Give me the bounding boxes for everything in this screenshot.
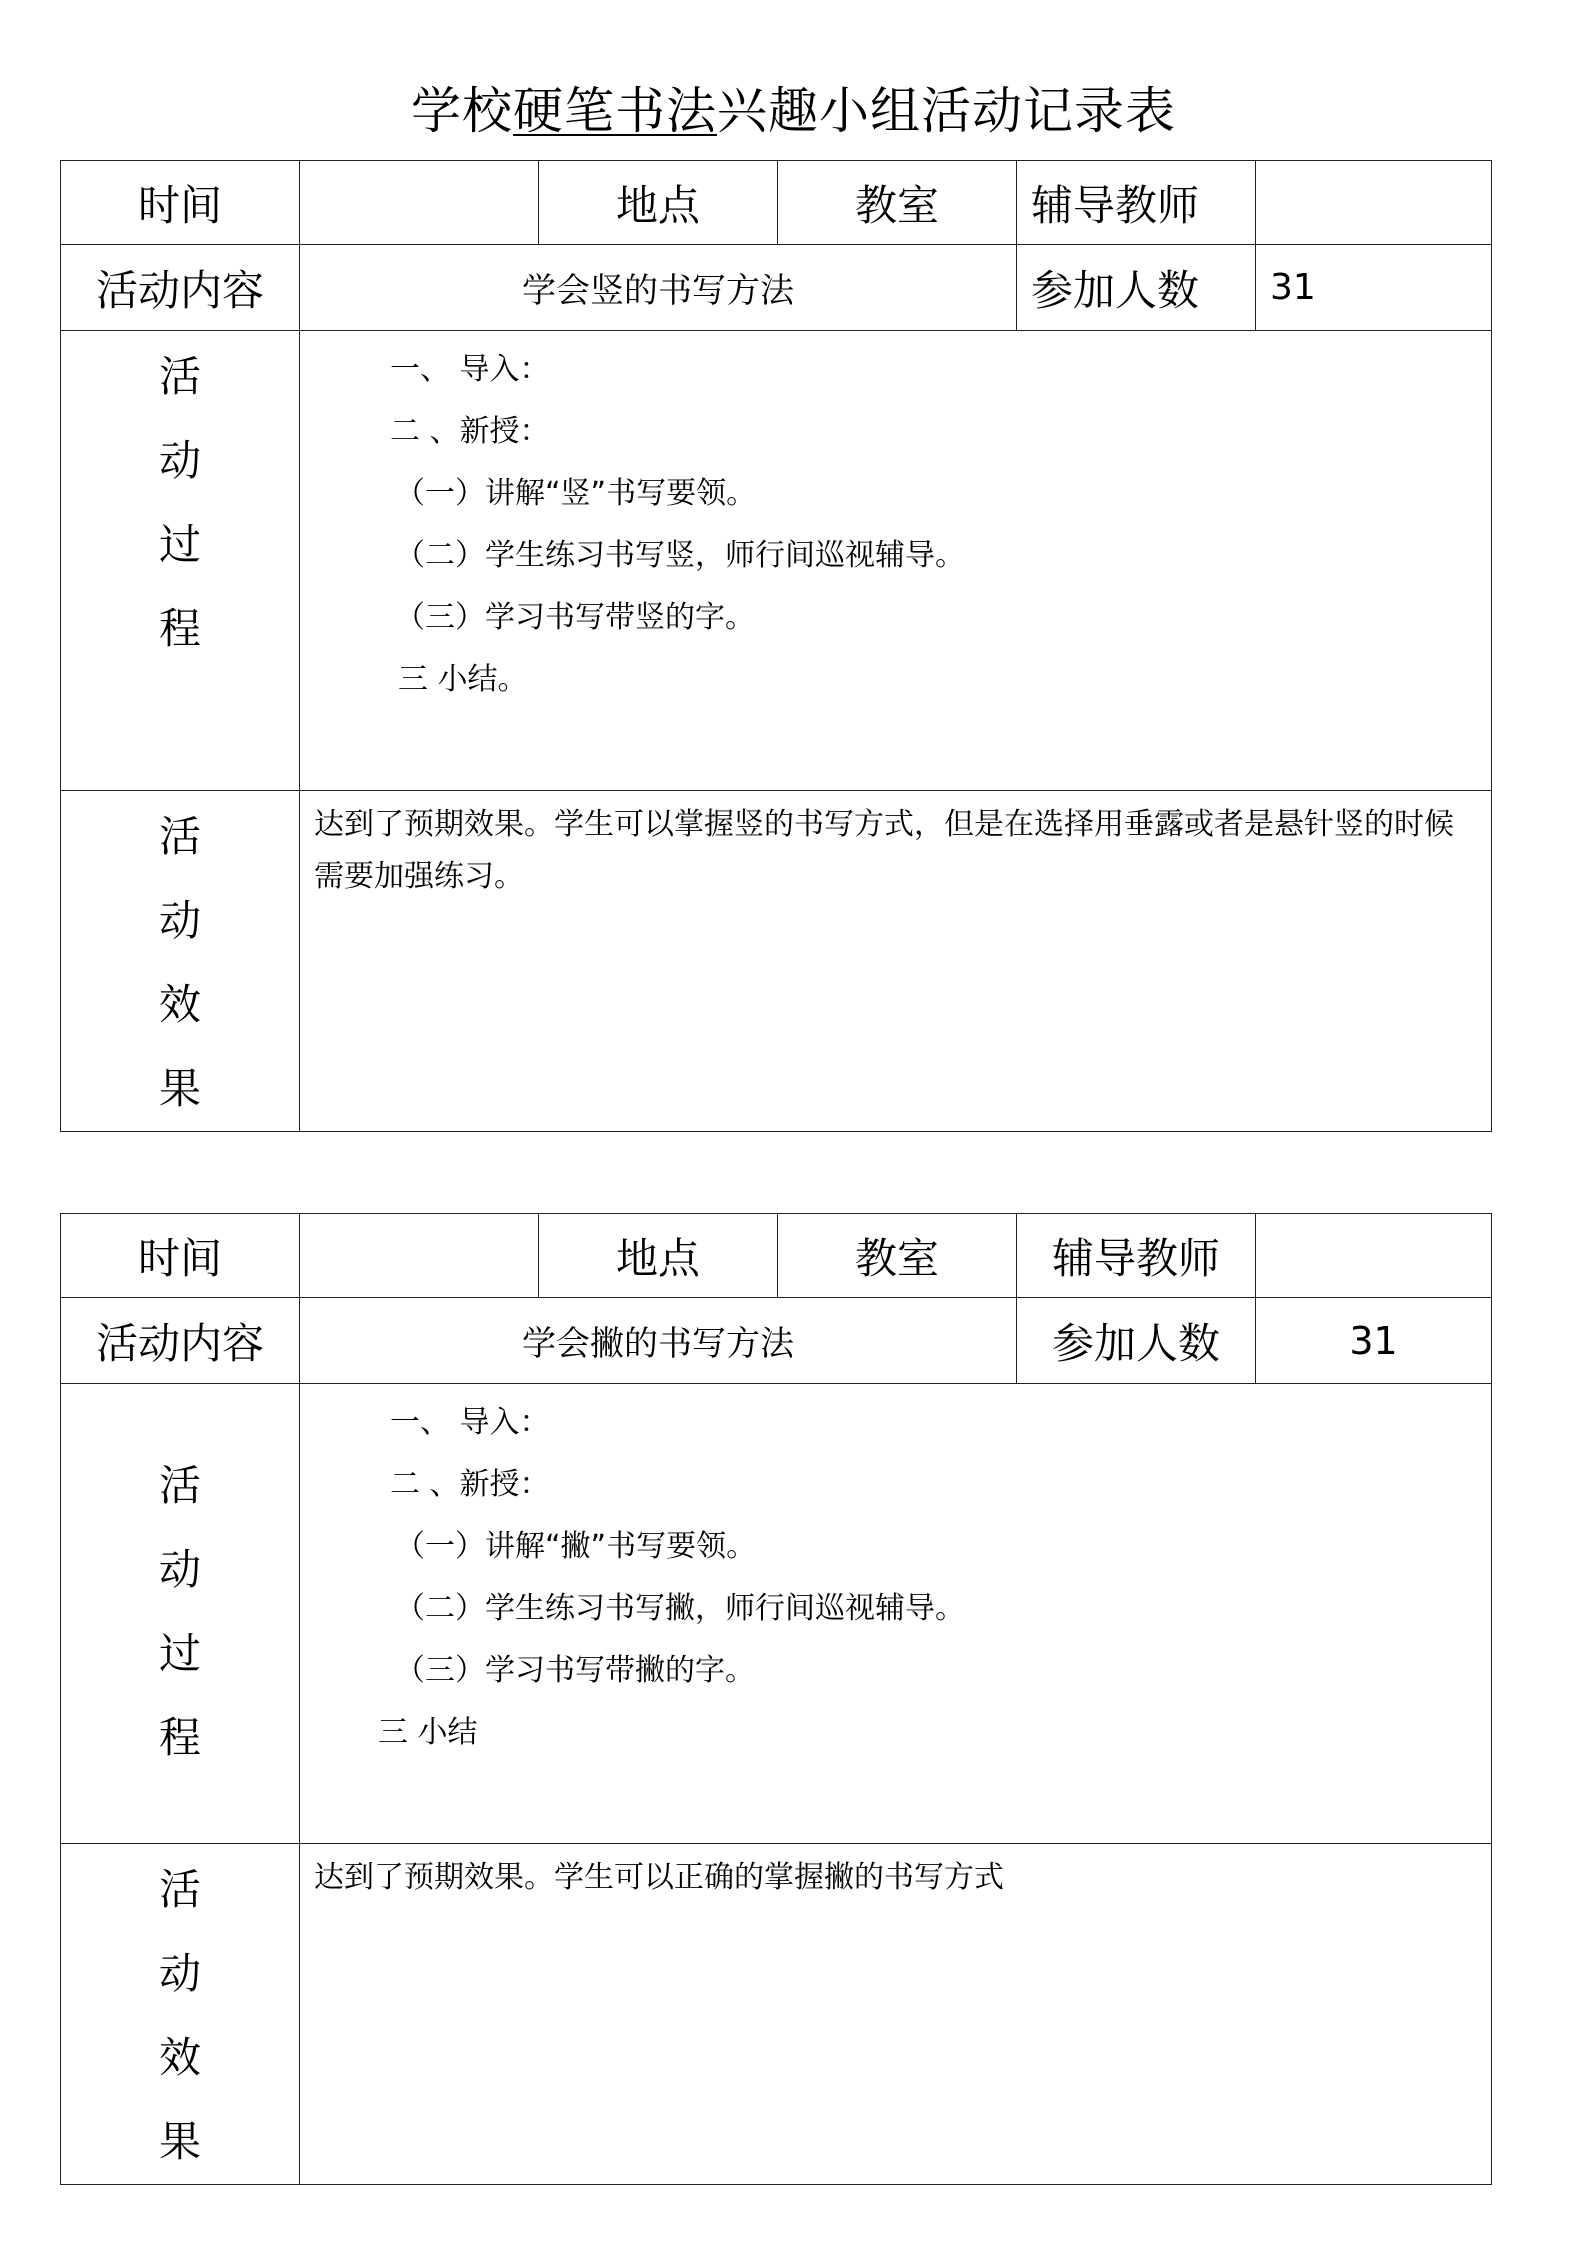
effect-label-char: 效: [158, 2033, 201, 2082]
time-value[interactable]: [300, 1214, 539, 1298]
time-value[interactable]: [300, 161, 539, 245]
process-step: 一、 导入：: [390, 1405, 550, 1440]
process-step: （二）学生练习书写撇，师行间巡视辅导。: [395, 1591, 965, 1626]
process-step: 一、 导入：: [390, 352, 550, 387]
effect-label-char: 效: [158, 980, 201, 1029]
content-label: 活动内容: [61, 245, 300, 331]
content-label: 活动内容: [61, 1298, 300, 1384]
process-label-char: 动: [158, 436, 201, 485]
effect-label-char: 果: [158, 1064, 201, 1113]
participants-value[interactable]: 31: [1256, 245, 1492, 331]
effect-label-char: 动: [158, 1949, 201, 1998]
effect-label: [61, 791, 300, 1132]
process-label: [61, 1384, 300, 1844]
effect-label-char: 果: [158, 2117, 201, 2166]
process-step: 三 小结: [378, 1715, 478, 1750]
process-row: [61, 1384, 1492, 1844]
effect-text[interactable]: 达到了预期效果。学生可以正确的掌握撇的书写方式: [300, 1844, 1492, 2185]
advisor-label: 辅导教师: [1017, 1214, 1256, 1298]
process-step: （三）学习书写带竖的字。: [395, 600, 755, 635]
process-step: 二 、新授：: [390, 1467, 550, 1502]
process-step: 二 、新授：: [390, 414, 550, 449]
effect-text[interactable]: 达到了预期效果。学生可以掌握竖的书写方式，但是在选择用垂露或者是悬针竖的时候需要加强练习。: [300, 791, 1492, 1132]
effect-label: [61, 1844, 300, 2185]
time-label: 时间: [61, 1214, 300, 1298]
record-table-1: [60, 160, 1492, 1132]
process-step: 三 小结。: [398, 662, 528, 697]
header-row: [61, 1214, 1492, 1298]
participants-label: 参加人数: [1017, 245, 1256, 331]
process-step: （三）学习书写带撇的字。: [395, 1653, 755, 1688]
advisor-label: 辅导教师: [1017, 161, 1256, 245]
effect-label-char: 动: [158, 896, 201, 945]
record-table-2: [60, 1213, 1492, 2185]
participants-label: 参加人数: [1017, 1298, 1256, 1384]
effect-label-char: 活: [158, 1865, 201, 1914]
title-prefix: 学校: [411, 82, 513, 140]
content-row: [61, 1298, 1492, 1384]
time-label: 时间: [61, 161, 300, 245]
advisor-value[interactable]: [1256, 1214, 1492, 1298]
process-label-char: 程: [158, 604, 201, 653]
content-row: [61, 245, 1492, 331]
location-label: 地点: [539, 1214, 778, 1298]
process-label-char: 过: [158, 1629, 201, 1678]
effect-row: [61, 791, 1492, 1132]
location-label: 地点: [539, 161, 778, 245]
process-steps[interactable]: [300, 1384, 1492, 1844]
process-label-char: 程: [158, 1713, 201, 1762]
effect-label-char: 活: [158, 812, 201, 861]
process-label-char: 活: [158, 352, 201, 401]
process-label-char: 活: [158, 1461, 201, 1510]
location-value[interactable]: 教室: [778, 161, 1017, 245]
process-step: （一）讲解“竖”书写要领。: [395, 476, 757, 511]
process-row: [61, 331, 1492, 791]
process-label-char: 动: [158, 1545, 201, 1594]
process-step: （二）学生练习书写竖，师行间巡视辅导。: [395, 538, 965, 573]
title-subject: 硬笔书法: [513, 82, 717, 140]
effect-row: [61, 1844, 1492, 2185]
participants-value[interactable]: 31: [1256, 1298, 1492, 1384]
advisor-value[interactable]: [1256, 161, 1492, 245]
content-value[interactable]: 学会撇的书写方法: [300, 1298, 1017, 1384]
process-steps[interactable]: [300, 331, 1492, 791]
title-suffix: 兴趣小组活动记录表: [717, 82, 1176, 140]
content-value[interactable]: 学会竖的书写方法: [300, 245, 1017, 331]
process-step: （一）讲解“撇”书写要领。: [395, 1529, 757, 1564]
location-value[interactable]: 教室: [778, 1214, 1017, 1298]
process-label-char: 过: [158, 520, 201, 569]
process-label: [61, 331, 300, 791]
header-row: [61, 161, 1492, 245]
page-title: [0, 78, 1587, 144]
